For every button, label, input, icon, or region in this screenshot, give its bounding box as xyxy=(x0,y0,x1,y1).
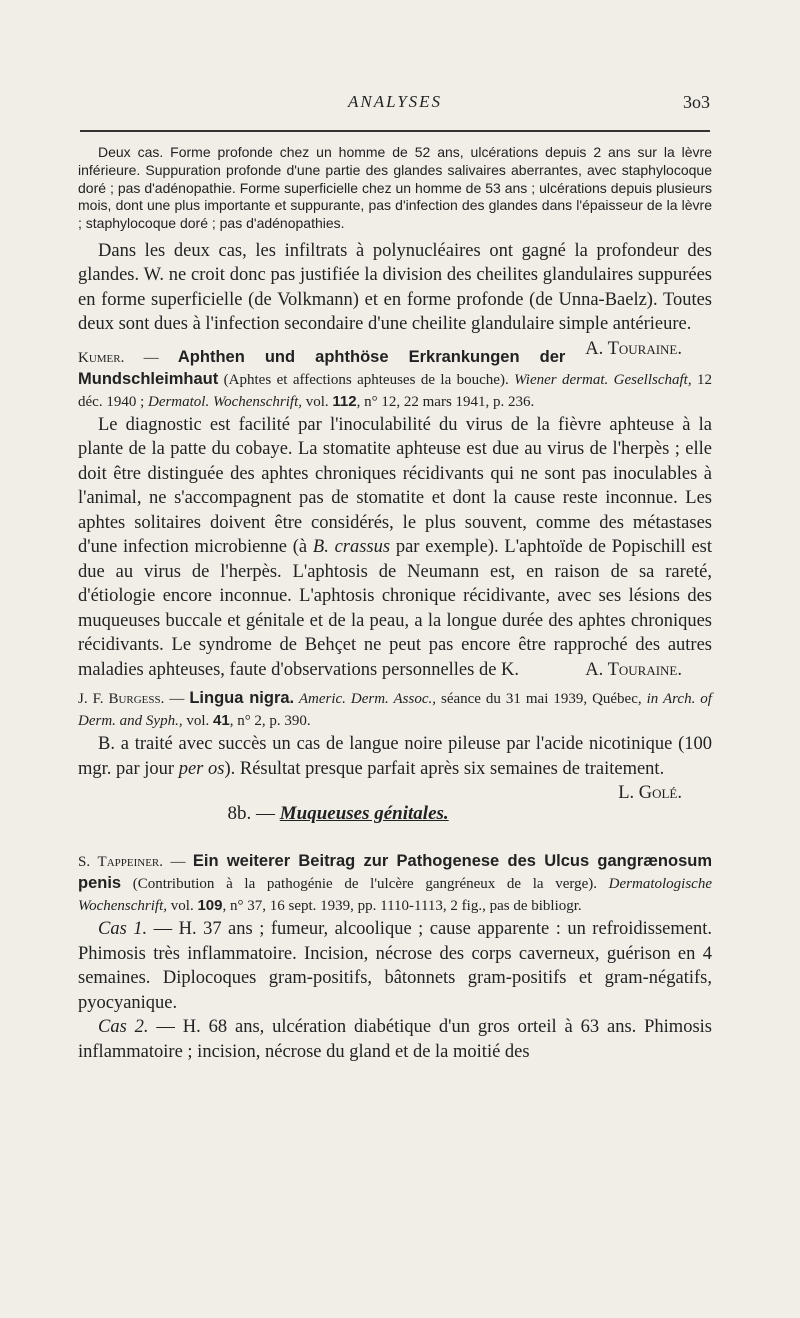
paragraph-text: Dans les deux cas, les infiltrats à polynucléaires ont gagné la profondeur des glandes. W. ne croit donc pas justifiée la division des cheilites glandulaires suppurées en forme superficielle (de Volkmann) et en forme profonde (de Unna-Baelz). Toutes deux sont dues à l'infection secondaire d'une cheilite glandulaire simple antérieure. xyxy=(78,240,712,335)
case-paragraph xyxy=(78,917,712,1015)
ref-dash: — xyxy=(164,691,190,708)
ref-author: Burgess. xyxy=(108,691,165,708)
ref-dash: — xyxy=(124,349,178,366)
paragraph-small: Deux cas. Forme profonde chez un homme de 52 ans, ulcérations depuis 2 ans sur la lèvre inférieure. Suppuration profonde d'une partie des glandes salivaires aberrantes, avec staphylocoque doré ; pas d'adénopathie. Forme superficielle chez un homme de 53 ans ; ulcérations depuis plusieurs mois, dont une plus importante et suppurante, pas d'infection des glandes dans l'épaisseur de la lèvre ; staphylocoque doré ; pas d'adénopathies. xyxy=(78,144,712,232)
paragraph xyxy=(78,732,712,804)
ref-author: Tappeiner. xyxy=(97,854,164,871)
ref-volume: 41 xyxy=(213,712,230,730)
ref-author-prefix: J. F. xyxy=(78,691,109,708)
reference-burgess xyxy=(78,688,712,732)
ref-journal: Americ. Derm. Assoc., xyxy=(294,691,436,708)
ref-translation: (Contribution à la pathogénie de l'ulcère gangréneux de la verge). xyxy=(121,876,609,893)
ref-volume: 112 xyxy=(332,392,357,410)
ref-rest: , n° 2, p. 390. xyxy=(229,713,311,730)
ref-author-prefix: S. xyxy=(78,854,98,871)
ref-dash: — xyxy=(163,854,193,871)
page-header xyxy=(80,92,710,124)
case-label: Cas 1. xyxy=(98,919,148,940)
ref-journal: Wiener dermat. Gesellschaft, xyxy=(514,371,692,388)
case-text: — H. 68 ans, ulcération diabétique d'un gros orteil à 63 ans. Phimosis inflammatoire ; incision, nécrose du gland et de la moitié des xyxy=(78,1017,712,1062)
signature: A. Touraine. xyxy=(585,659,682,680)
ref-translation: (Aphtes et affections aphteuses de la bouche). xyxy=(218,371,515,388)
page-number: 3o3 xyxy=(683,92,710,112)
ref-title: Lingua nigra. xyxy=(189,689,295,708)
case-paragraph xyxy=(78,1015,712,1064)
section-title: Muqueuses génitales. xyxy=(279,803,449,825)
paragraph-text: par exemple). L'aphtoïde de Popischill est due au virus de l'herpès. L'aphtosis de Neumann est, en raison de sa rareté, d'étiologie encore inconnue. L'aphtosis chronique récidivante, avec ses lésions des muqueuses buccale et génitale et de la peau, a la longue durée des aphtes chroniques récidivants. Le syndrome de Behçet ne peut pas encore être rapproché des autres maladies aphteuses, faute d'observations personnelles de K. xyxy=(78,537,712,680)
paragraph-text: Le diagnostic est facilité par l'inoculabilité du virus de la fièvre aphteuse à la plante de la patte du cobaye. La stomatite aphteuse est due au virus de l'herpès ; elle doit être distinguée des aphtes chroniques récidivants qui ne sont pas inoculables à l'animal, ne s'accompagnent pas de stomatite et dont la cause reste inconnue. Les aphtes solitaires doivent être considérés, le plus souvent, comme des métastases d'une infection microbienne (à xyxy=(78,414,712,558)
ref-rest: , n° 37, 16 sept. 1939, pp. 1110-1113, 2 fig., pas de bibliogr. xyxy=(222,898,582,915)
section-number: 8b. xyxy=(227,803,252,825)
signature: L. Golé. xyxy=(618,783,682,804)
article-content xyxy=(78,144,712,1064)
section-heading xyxy=(78,803,712,825)
ref-title: Aphthen und aphthöse Erkrankungen der Mundschleimhaut xyxy=(78,347,566,388)
ref-journal-2: in Arch. of Derm. and Syph., xyxy=(78,691,712,730)
ref-date: 12 déc. 1940 ; xyxy=(78,371,713,410)
signature: A. Touraine. xyxy=(585,338,682,359)
header-rule xyxy=(80,130,710,132)
reference-tappeiner xyxy=(78,851,712,917)
paragraph xyxy=(78,413,712,683)
section-dash: — xyxy=(251,803,280,825)
italic-term: B. crassus xyxy=(312,537,391,558)
paragraph-text: B. a traité avec succès un cas de langue noire pileuse par l'acide nicotinique (100 mgr. par jour xyxy=(78,734,712,779)
ref-vol-prefix: vol. xyxy=(302,393,333,410)
case-text: — H. 37 ans ; fumeur, alcoolique ; cause apparente : un refroidissement. Phimosis très inflammatoire. Incision, nécrose des corps caverneux, guérison en 4 semaines. Diplocoques gram-positifs, bâtonnets gram-positifs et gram-négatifs, pyocyanique. xyxy=(78,919,712,1013)
ref-vol-prefix: vol. xyxy=(182,713,213,730)
ref-volume: 109 xyxy=(197,897,223,915)
running-title: ANALYSES xyxy=(347,92,443,111)
ref-journal: Dermatologische Wochenschrift, xyxy=(78,876,712,915)
ref-rest: , n° 12, 22 mars 1941, p. 236. xyxy=(356,393,535,410)
ref-journal-2: Dermatol. Wochenschrift, xyxy=(147,393,302,410)
case-label: Cas 2. xyxy=(98,1017,149,1038)
ref-title: Ein weiterer Beitrag zur Pathogenese des Ulcus gangrænosum penis xyxy=(78,852,712,893)
ref-vol-prefix: vol. xyxy=(167,898,198,915)
ref-author: Kumer. xyxy=(78,349,125,366)
italic-term: per os xyxy=(178,758,225,779)
ref-session: séance du 31 mai 1939, Québec, xyxy=(436,691,647,708)
paragraph-text: ). Résultat presque parfait après six semaines de traitement. xyxy=(224,758,665,779)
